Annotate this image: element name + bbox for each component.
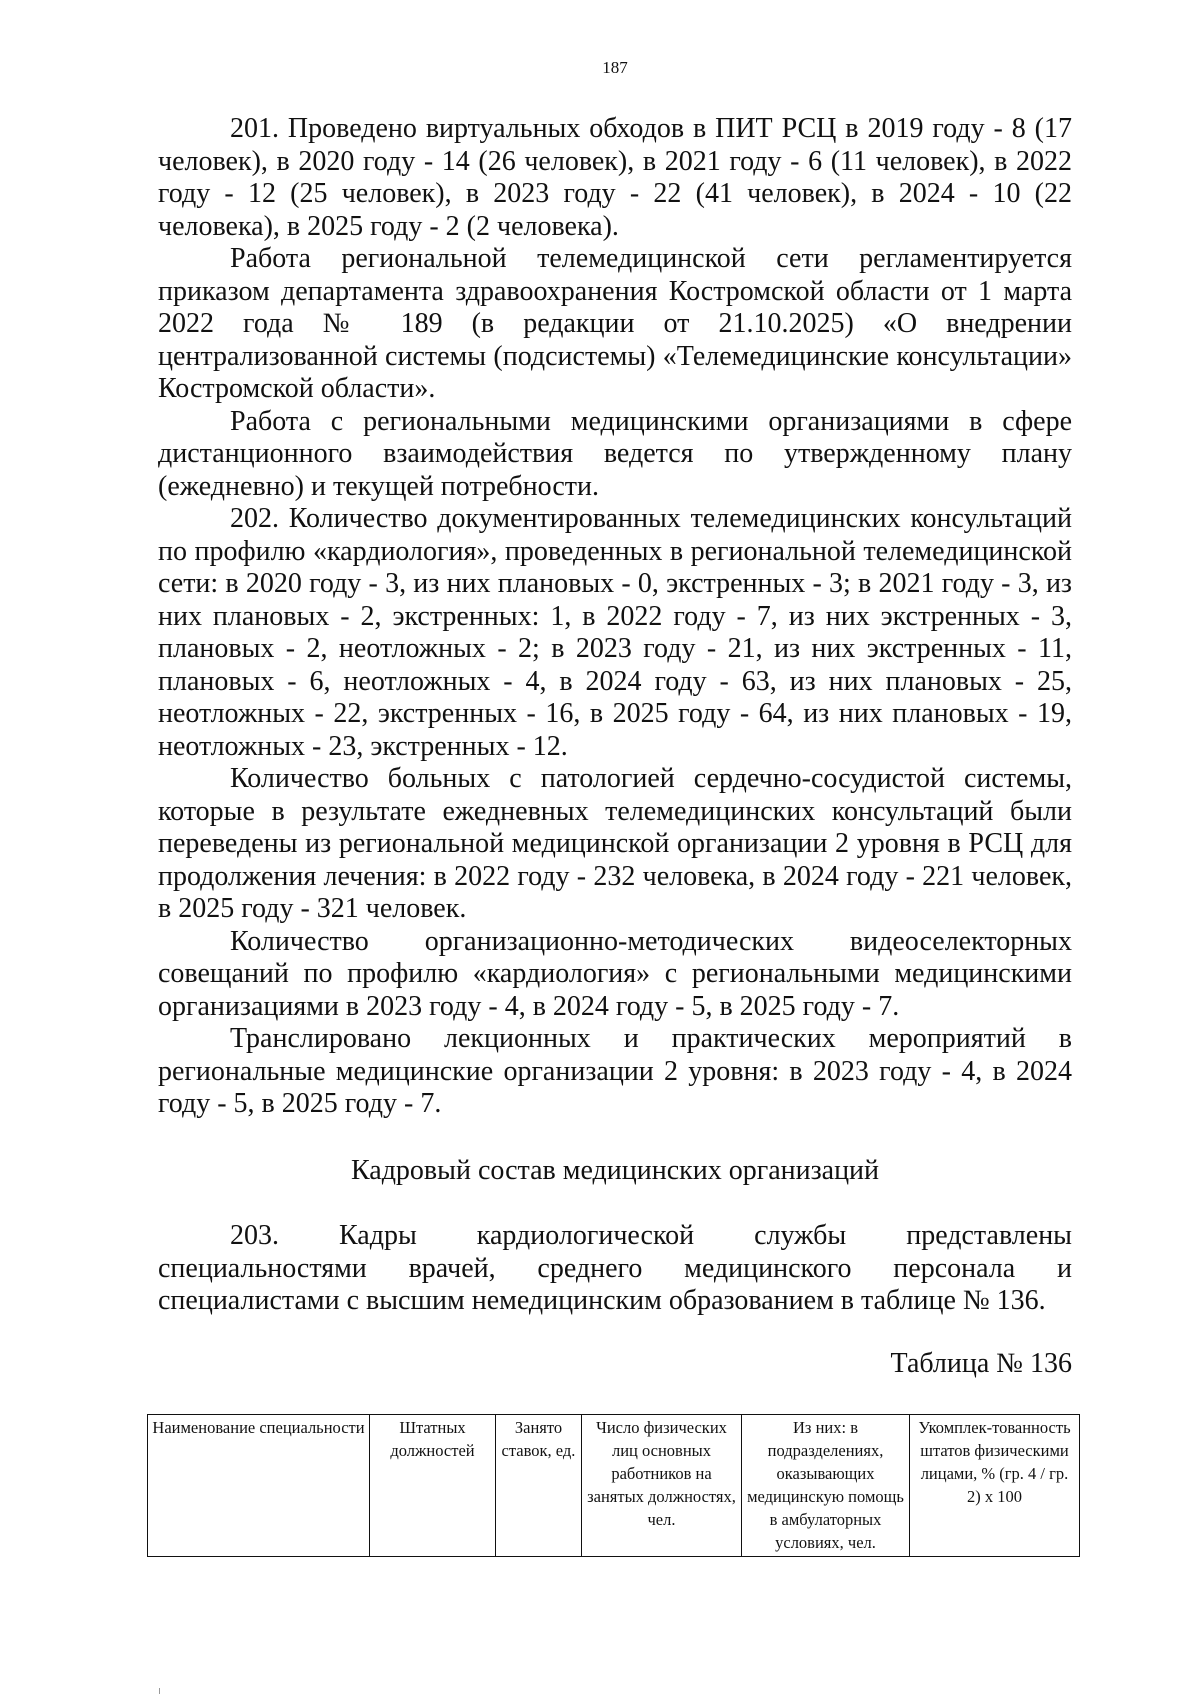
paragraph-patient-transfers: Количество больных с патологией сердечно-сосудистой системы, которые в результате ежедневных телемедицинских консультаций были переведены из региональной медицинской организации 2 уровня в РСЦ для продолжения лечения: в 2022 году - 232 человека, в 2024 году - 221 человек, в 2025 году - 321 человек. — [158, 763, 1072, 924]
paragraph-broadcast-events: Транслировано лекционных и практических мероприятий в региональные медицинские организации 2 уровня: в 2023 году - 4, в 2024 году - 5, в 2025 году - 7. — [158, 1023, 1072, 1119]
staffing-table — [147, 1414, 1080, 1557]
paragraph-203: 203. Кадры кардиологической службы представлены специальностями врачей, среднего медицинского персонала и специалистами с высшим немедицинским образованием в таблице № 136. — [158, 1220, 1072, 1316]
header-physical-persons: Число физических лиц основных работников на занятых должностях, чел. — [582, 1415, 742, 1557]
paragraph-201: 201. Проведено виртуальных обходов в ПИТ РСЦ в 2019 году - 8 (17 человек), в 2020 году - 14 (26 человек), в 2021 году - 6 (11 человек), в 2022 году - 12 (25 человек), в 2023 году - 22 (41 человек), в 2024 - 10 (22 человека), в 2025 году - 2 (2 человека). — [158, 113, 1072, 242]
header-specialty: Наименование специальности — [148, 1415, 370, 1557]
scan-margin-mark — [159, 1688, 160, 1694]
paragraph-telemedicine-regulation: Работа региональной телемедицинской сети регламентируется приказом департамента здравоохранения Костромской области от 1 марта 2022 года № 189 (в редакции от 21.10.2025) «О внедрении централизованной системы (подсистемы) «Телемедицинские консультации» Костромской области». — [158, 243, 1072, 404]
paragraph-remote-interaction: Работа с региональными медицинскими организациями в сфере дистанционного взаимодействия ведется по утвержденному плану (ежедневно) и текущей потребности. — [158, 405, 1072, 502]
body-text — [158, 113, 1072, 1121]
header-occupied-rates: Занято ставок, ед. — [496, 1415, 582, 1557]
paragraph-video-meetings: Количество организационно-методических видеоселекторных совещаний по профилю «кардиология» с региональными медицинскими организациями в 2023 году - 4, в 2024 году - 5, в 2025 году - 7. — [158, 925, 1072, 1022]
section-heading: Кадровый состав медицинских организаций — [350, 1155, 880, 1186]
page-number: 187 — [602, 58, 628, 77]
paragraph-202: 202. Количество документированных телемедицинских консультаций по профилю «кардиология», проведенных в региональной телемедицинской сети: в 2020 году - 3, из них плановых - 0, экстренных - 3; в 2021 году - 3, из них плановых - 2, экстренных: 1, в 2022 году - 7, из них экстренных - 3, плановых - 2, неотложных - 2; в 2023 году - 21, из них экстренных - 11, плановых - 6, неотложных - 4, в 2024 году - 63, из них плановых - 25, неотложных - 22, экстренных - 16, в 2025 году - 64, из них плановых - 19, неотложных - 23, экстренных - 12. — [158, 503, 1072, 762]
table-caption: Таблица № 136 — [890, 1348, 1072, 1379]
header-staffing-level: Укомплек-тованность штатов физическими лицами, % (гр. 4 / гр. 2) х 100 — [910, 1415, 1080, 1557]
header-staff-positions: Штатных должностей — [370, 1415, 496, 1557]
table-header-row — [148, 1415, 1080, 1557]
header-outpatient-units: Из них: в подразделениях, оказывающих медицинскую помощь в амбулаторных условиях, чел. — [742, 1415, 910, 1557]
